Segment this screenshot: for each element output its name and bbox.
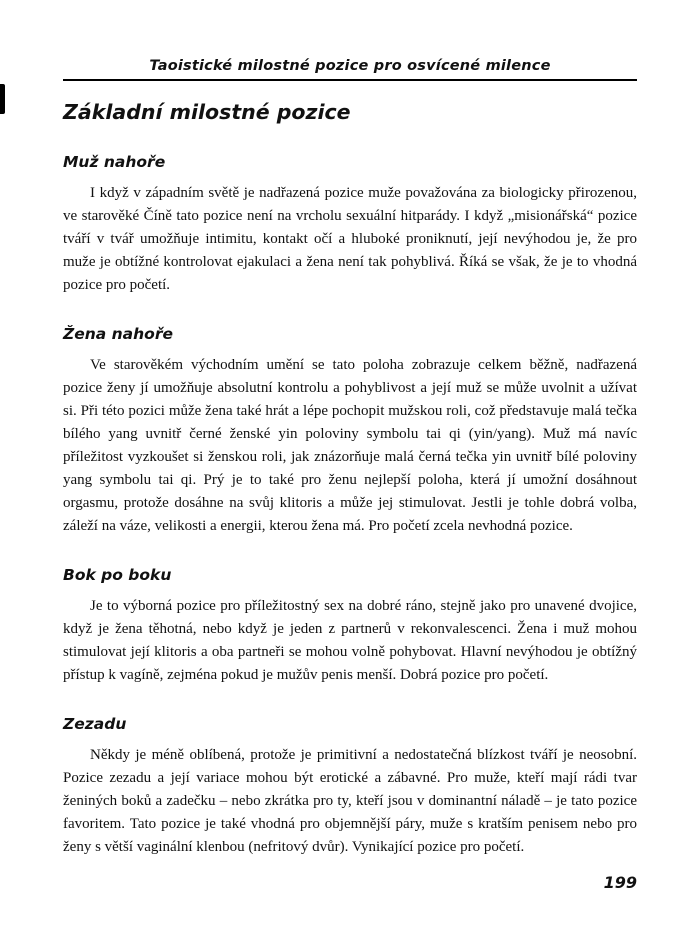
- section-heading-zezadu: Zezadu: [63, 715, 127, 733]
- section-body-zena-nahore: Ve starověkém východním umění se tato poloha zobrazuje celkem běžně, nadřazená pozice ženy jí umožňuje absolutní kontrolu a pohyblivost a její muž se může uvolnit a užívat si. Při této pozici může žena také hrát a lépe pochopit mužskou roli, což představuje malá tečka bílého yang uvnitř černé ženské yin poloviny symbolu tai qi (yin/yang). Muž má navíc příležitost vyzkoušet si ženskou roli, jak znázorňuje malá černá tečka yin uvnitř bílé poloviny yang symbolu tai qi. Prý je to také pro ženu nejlepší poloha, která jí umožní dosáhnout orgasmu, protože dosáhne na svůj klitoris a může jej stimulovat. Jestli je tohle dobrá volba, záleží na váze, velikosti a energii, kterou žena má. Pro početí zcela nevhodná pozice.: [63, 357, 637, 534]
- section-body-muz-nahore: I když v západním světě je nadřazená pozice muže považována za biologicky přirozenou, ve starověké Číně tato pozice není na vrcholu sexuální hitparády. I když „misionářská“ pozice tváří v tvář umožňuje intimitu, kontakt očí a hluboké proniknutí, její nevýhodou je, že pro muže je obtížné kontrolovat ejakulaci a žena není tak pohyblivá. Říká se však, že je to vhodná pozice pro početí.: [63, 185, 637, 293]
- page-title: Základní milostné pozice: [63, 100, 351, 124]
- section-heading-bok-po-boku: Bok po boku: [63, 566, 172, 584]
- section-bok-po-boku: [63, 564, 637, 687]
- page-number: 199: [603, 873, 637, 892]
- running-header-text: Taoistické milostné pozice pro osvícené milence: [149, 58, 551, 74]
- section-body-zezadu: Někdy je méně oblíbená, protože je primitivní a nedostatečná blízkost tváří je neosobní. Pozice zezadu a její variace mohou být erotické a zábavné. Pro muže, kteří mají rádi tvar ženiných boků a zadečku – nebo zkrátka pro ty, kteří jsou v dominantní náladě – je tato pozice favoritem. Tato pozice je také vhodná pro objemnější páry, muže s kratším penisem nebo pro ženy s větší vaginální klenbou (nefritový dvůr). Vynikající pozice pro početí.: [63, 747, 637, 855]
- section-muz-nahore: [63, 151, 637, 297]
- section-zena-nahore: [63, 323, 637, 538]
- section-zezadu: [63, 713, 637, 859]
- section-heading-zena-nahore: Žena nahoře: [63, 325, 173, 343]
- section-heading-muz-nahore: Muž nahoře: [63, 153, 166, 171]
- edge-mark: [0, 84, 5, 114]
- section-body-bok-po-boku: Je to výborná pozice pro příležitostný sex na dobré ráno, stejně jako pro unavené dvojice, když je žena těhotná, nebo když je jeden z partnerů v rekonvalescenci. Žena i muž mohou stimulovat její klitoris a oba partneři se mohou volně pohybovat. Hlavní nevýhodou je obtížný přístup k vagíně, zejména pokud je mužův penis menší. Dobrá pozice pro početí.: [63, 598, 637, 683]
- running-header: [63, 58, 637, 81]
